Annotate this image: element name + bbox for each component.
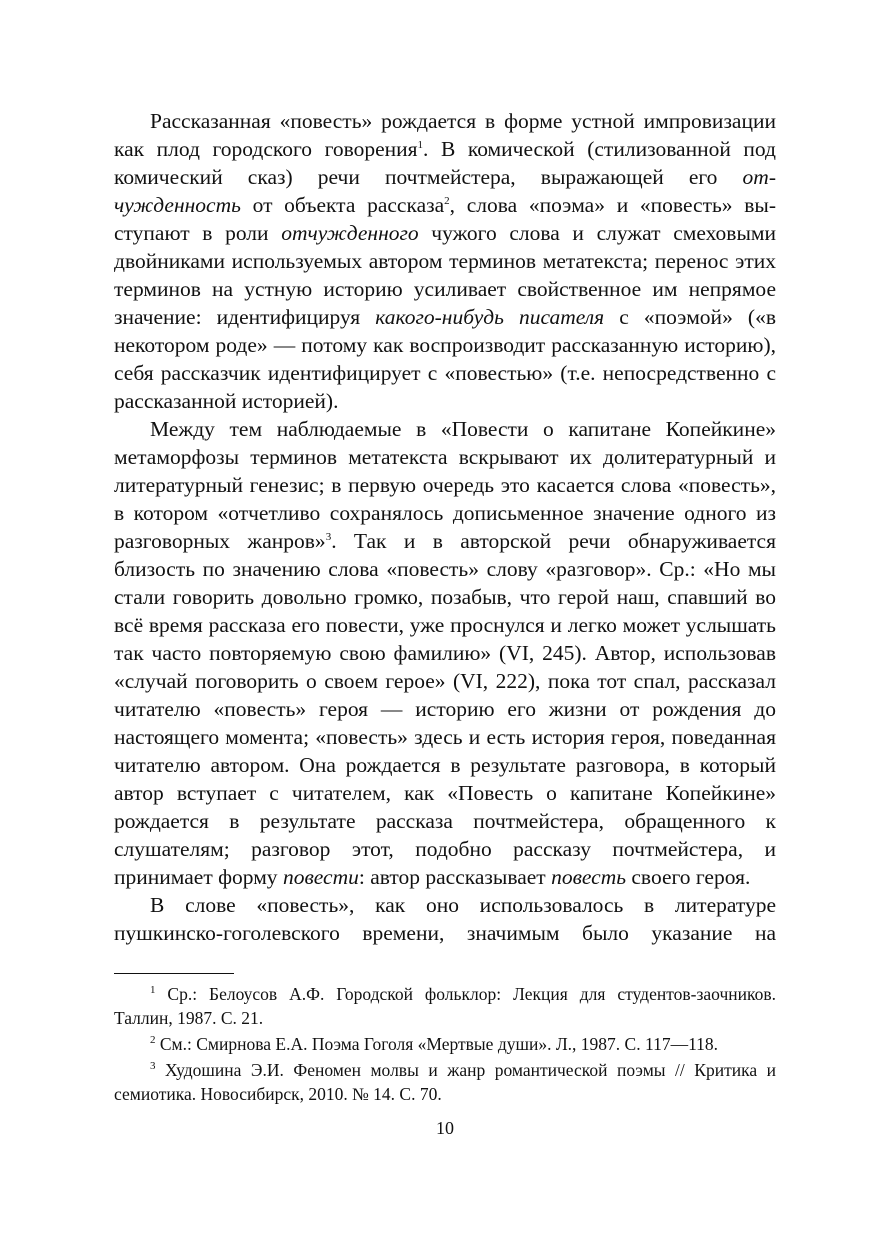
footnote-mark: 3 (150, 1060, 156, 1073)
footnote-reference: 2 (444, 194, 450, 207)
italic-text: повесть (551, 865, 627, 889)
italic-text: повести (282, 865, 359, 889)
footnote-reference: 3 (325, 530, 332, 543)
footnote (114, 1058, 776, 1106)
footnotes (114, 982, 776, 1106)
italic-text: какого-нибудь писателя (375, 305, 605, 329)
text-run: . В комической (стилизованной под комический сказ) речи почтмейстера, выражающей его (114, 137, 776, 189)
text-run: , слова «поэма» и «повесть» выступают в роли (114, 193, 776, 245)
text-run: В слове «повесть», как оно использовалось в литературе пушкинско-гоголевского времени, значимым было указание на (114, 893, 776, 945)
main-text (114, 107, 776, 947)
paragraph (114, 107, 776, 415)
italic-text: отчужденного (281, 221, 419, 245)
footnote-separator (114, 973, 234, 974)
text-run: . Так и в авторской речи обнаруживается близость по значению слова «повесть» слову «разговор». Ср.: «Но мы стали говорить довольно громко, позабыв, что герой наш, спавший во всё время рассказа его повести, уже проснулся и легко может услышать так часто повторяемую свою фамилию» (VI, 245). Автор, использовав «случай поговорить о своем герое» (VI, 222), пока тот спал, рассказал читателю «повесть» героя — историю его жизни от рождения до настоящего момента; «повесть» здесь и есть история героя, поведанная читателю автором. Она рождается в результате разговора, в который автор вступает с читателем, как «Повесть о капитане Копейкине» рождается в результате рассказа почтмейстера, обращенного к слушателям; разговор этот, подобно рассказу почтмейстера, и принимает форму (114, 529, 776, 889)
text-run: чужого слова и служат смеховыми двойниками используемых автором терминов метатекста; перенос этих терминов на устную историю усиливает свойственное им непрямое значение: идентифицируя (114, 221, 777, 329)
footnote (114, 1032, 776, 1056)
text-run: Между тем наблюдаемые в «Повести о капитане Копейкине» метаморфозы терминов метатекста вскрывают их долитературный и литературный генезис; в первую очередь это касается слова «повесть», в котором «отчетливо сохранялось дописьменное значение одного из разговорных жанров» (114, 417, 776, 553)
footnote-text: См.: Смирнова Е.А. Поэма Гоголя «Мертвые души». Л., 1987. С. 117—118. (155, 1034, 719, 1054)
footnote-reference: 1 (417, 138, 424, 151)
footnote-mark: 1 (150, 984, 156, 997)
text-run: Рассказанная «повесть» рождается в форме устной импровизации как плод городского говорения (114, 109, 776, 161)
footnote (114, 982, 776, 1030)
paragraph (114, 415, 776, 891)
page-number: 10 (436, 1118, 454, 1138)
footnote-mark: 2 (150, 1034, 156, 1047)
book-page (114, 107, 776, 1139)
text-run: : автор рассказывает (358, 865, 552, 889)
footnote-text: Худошина Э.И. Феномен молвы и жанр романтической поэмы // Критика и семиотика. Новосибирск, 2010. № 14. С. 70. (114, 1060, 776, 1104)
footnote-text: Ср.: Белоусов А.Ф. Городской фольклор: Лекция для студентов-заочников. Таллин, 1987. С. 21. (114, 984, 776, 1028)
paragraph (114, 891, 776, 947)
text-run: от объекта рассказа (240, 193, 445, 217)
text-run: с «поэмой» («в некотором роде» — потому как воспроизводит рассказанную историю), себя рассказчик идентифицирует с «повестью» (т.е. непосредственно с рассказанной историей). (114, 305, 776, 413)
italic-text: отчужденность (114, 165, 776, 217)
text-run: своего героя. (626, 865, 751, 889)
